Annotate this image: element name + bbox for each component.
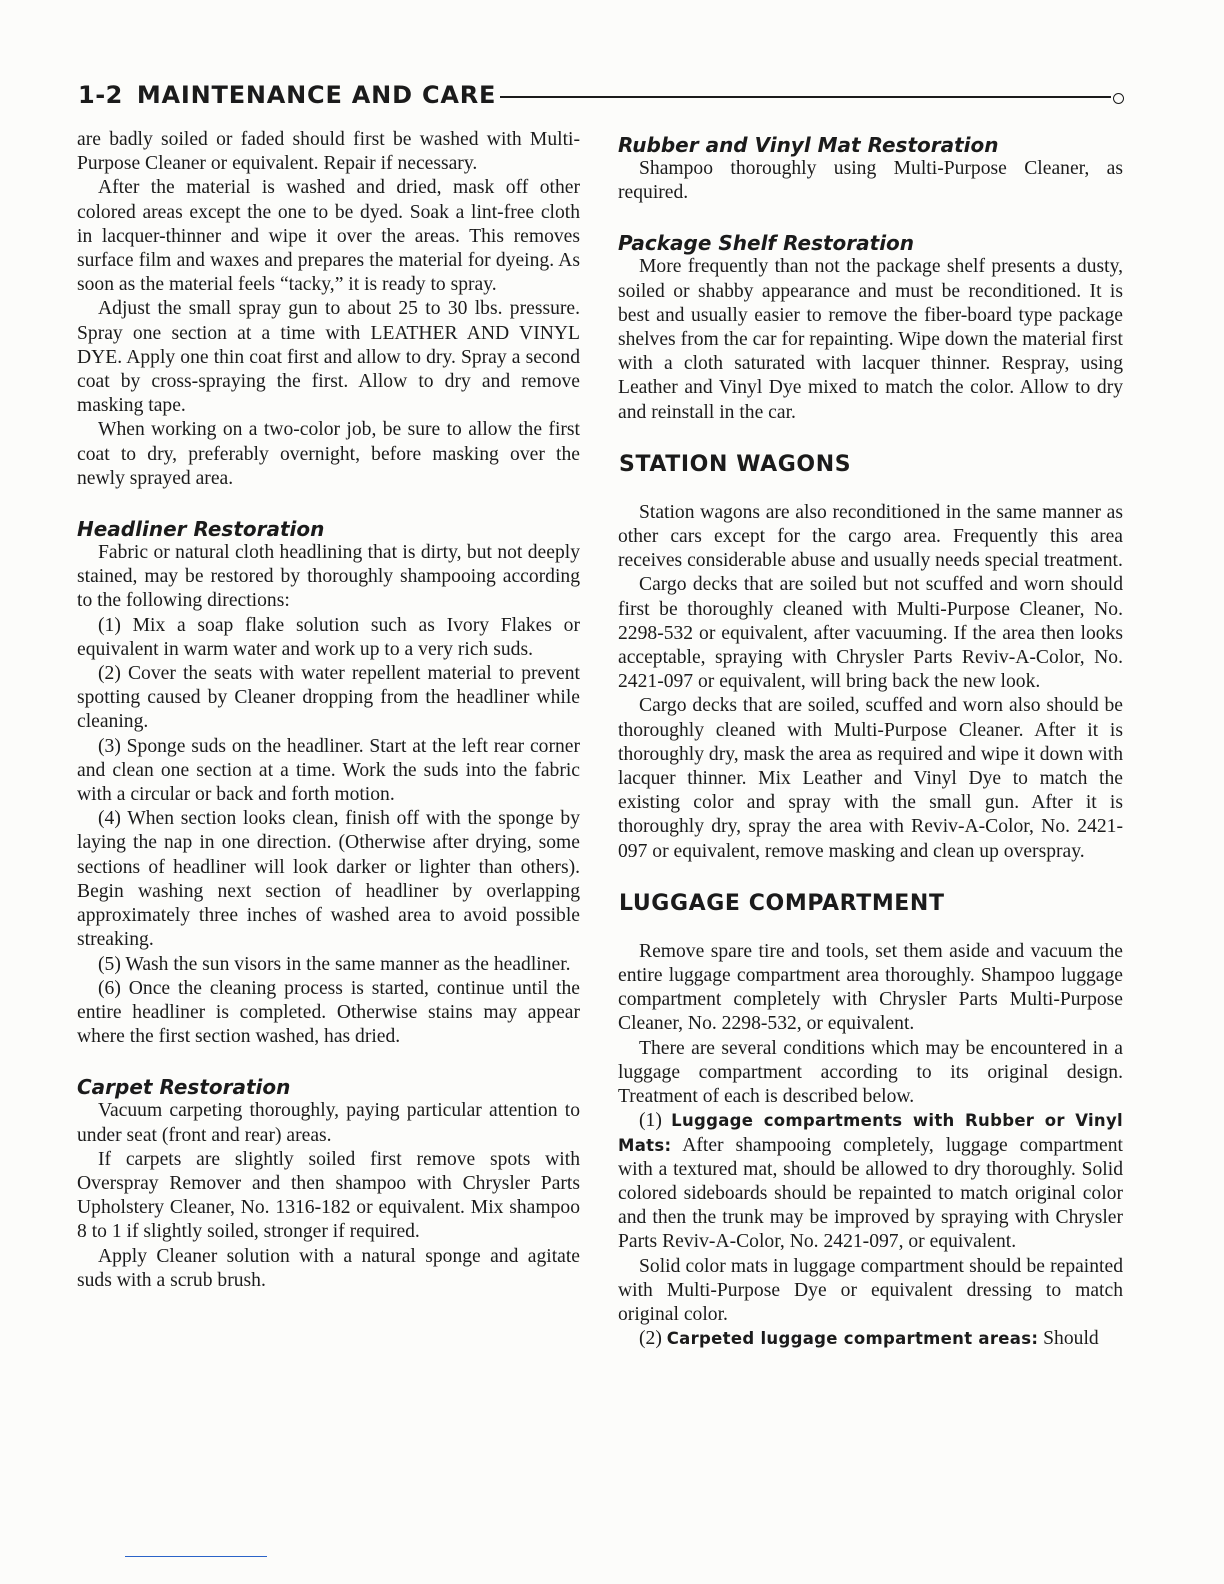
page-number: 1-2 xyxy=(78,81,123,109)
item-lead: Luggage compartments with Rubber or Vinyl Mats: xyxy=(618,1111,1123,1155)
paragraph: Shampoo thoroughly using Multi-Purpose Cleaner, as required. xyxy=(618,158,1123,204)
right-column xyxy=(618,128,1123,1351)
footer-rule xyxy=(125,1556,267,1557)
paragraph: Vacuum carpeting thoroughly, paying particular attention to under seat (front and rear) areas. xyxy=(77,1100,580,1146)
left-column xyxy=(77,128,580,1293)
page-header xyxy=(78,78,1124,112)
paragraph: Solid color mats in luggage compartment should be repainted with Multi-Purpose Dye or equivalent dressing to match original color. xyxy=(618,1255,1123,1325)
paragraph: Fabric or natural cloth headlining that is dirty, but not deeply stained, may be restored by thoroughly shampooing according to the following directions: xyxy=(77,542,580,612)
mat-heading: Rubber and Vinyl Mat Restoration xyxy=(618,133,999,157)
item-text: After shampooing completely, luggage compartment with a textured mat, should be allowed to dry thoroughly. Solid colored sideboards should be repainted to match original color and then the trunk may be improved by spraying with Chrysler Parts Reviv-A-Color, No. 2421-097, or equivalent. xyxy=(618,1134,1123,1253)
header-ring-icon xyxy=(1113,93,1124,104)
item-lead: Carpeted luggage compartment areas: xyxy=(666,1329,1039,1349)
paragraph: Remove spare tire and tools, set them aside and vacuum the entire luggage compartment area thoroughly. Shampoo luggage compartment completely with Chrysler Parts Multi-Purpose Cleaner, No. 2298-532, or equivalent. xyxy=(618,940,1123,1035)
paragraph: After the material is washed and dried, mask off other colored areas except the one to be dyed. Soak a lint-free cloth in lacquer-thinner and wipe it over the areas. This removes surface film and waxes and prepares the material for dyeing. As soon as the material feels “tacky,” it is ready to spray. xyxy=(77,177,580,296)
item-text: Should xyxy=(1043,1328,1099,1350)
paragraph: Cargo decks that are soiled but not scuffed and worn should first be thoroughly cleaned with Multi-Purpose Cleaner, No. 2298-532 or equivalent, after vacuuming. If the area then looks acceptable, spraying with Chrysler Parts Reviv-A-Color, No. 2421-097 or equivalent, will bring back the new look. xyxy=(618,574,1123,693)
list-item: (4) When section looks clean, finish off with the sponge by laying the nap in one direction. (Otherwise after drying, some sections of headliner will look darker or lighter than others). Begin washing next section of headliner by overlapping approximately three inches of washed area to avoid possible streaking. xyxy=(77,808,580,951)
item-number: (2) xyxy=(639,1328,662,1350)
paragraph: are badly soiled or faded should first be washed with Multi-Purpose Cleaner or equivalent. Repair if necessary. xyxy=(77,129,580,175)
paragraph: Apply Cleaner solution with a natural sponge and agitate suds with a scrub brush. xyxy=(77,1245,580,1291)
shelf-heading: Package Shelf Restoration xyxy=(618,231,915,256)
list-item: (3) Sponge suds on the headliner. Start at the left rear corner and clean one section at a time. Work the suds into the fabric with a circular or back and forth motion. xyxy=(77,735,580,806)
list-item: (1) Mix a soap flake solution such as Ivory Flakes or equivalent in warm water and work up to a very rich suds. xyxy=(77,614,580,660)
list-item xyxy=(618,1109,1123,1254)
paragraph: There are several conditions which may be encountered in a luggage compartment according to its original design. Treatment of each is described below. xyxy=(618,1037,1123,1108)
paragraph: When working on a two-color job, be sure to allow the first coat to dry, preferably overnight, before masking over the newly sprayed area. xyxy=(77,419,580,489)
item-number: (1) xyxy=(639,1110,662,1132)
paragraph: Station wagons are also reconditioned in the same manner as other cars except for the cargo area. Frequently this area receives considerable abuse and usually needs special treatment. xyxy=(618,501,1123,572)
list-item: (6) Once the cleaning process is started, continue until the entire headliner is completed. Otherwise stains may appear where the first section washed, has dried. xyxy=(77,977,580,1048)
luggage-heading: LUGGAGE COMPARTMENT xyxy=(619,890,945,916)
carpet-heading: Carpet Restoration xyxy=(77,1075,291,1100)
paragraph: Cargo decks that are soiled, scuffed and worn also should be thoroughly cleaned with Multi-Purpose Cleaner. After it is thoroughly dry, mask the area as required and wipe it down with lacquer thinner. Mix Leather and Vinyl Dye to match the existing color and spray with the small gun. After it is thoroughly dry, spray the area with Reviv-A-Color, No. 2421-097 or equivalent, remove masking and clean up overspray. xyxy=(618,695,1123,862)
list-item: (2) Cover the seats with water repellent material to prevent spotting caused by Cleaner dropping from the headliner while cleaning. xyxy=(77,663,580,733)
header-rule xyxy=(500,96,1111,98)
paragraph: If carpets are slightly soiled first remove spots with Overspray Remover and then shampoo with Chrysler Parts Upholstery Cleaner, No. 1316-182 or equivalent. Mix shampoo 8 to 1 if slightly soiled, stronger if required. xyxy=(77,1148,580,1243)
list-item xyxy=(618,1327,1123,1351)
list-item: (5) Wash the sun visors in the same manner as the headliner. xyxy=(98,953,571,975)
running-title: MAINTENANCE AND CARE xyxy=(136,81,497,109)
paragraph: More frequently than not the package shelf presents a dusty, soiled or shabby appearance and must be reconditioned. It is best and usually easier to remove the fiber-board type package shelves from the car for repainting. Wipe down the material first with a cloth saturated with lacquer thinner. Respray, using Leather and Vinyl Dye mixed to match the color. Allow to dry and reinstall in the car. xyxy=(618,256,1123,423)
station-wagons-heading: STATION WAGONS xyxy=(619,451,852,477)
headliner-heading: Headliner Restoration xyxy=(77,517,325,542)
paragraph: Adjust the small spray gun to about 25 to 30 lbs. pressure. Spray one section at a time with LEATHER AND VINYL DYE. Apply one thin coat first and allow to dry. Spray a second coat by cross-spraying the first. Allow to dry and remove masking tape. xyxy=(77,298,580,417)
